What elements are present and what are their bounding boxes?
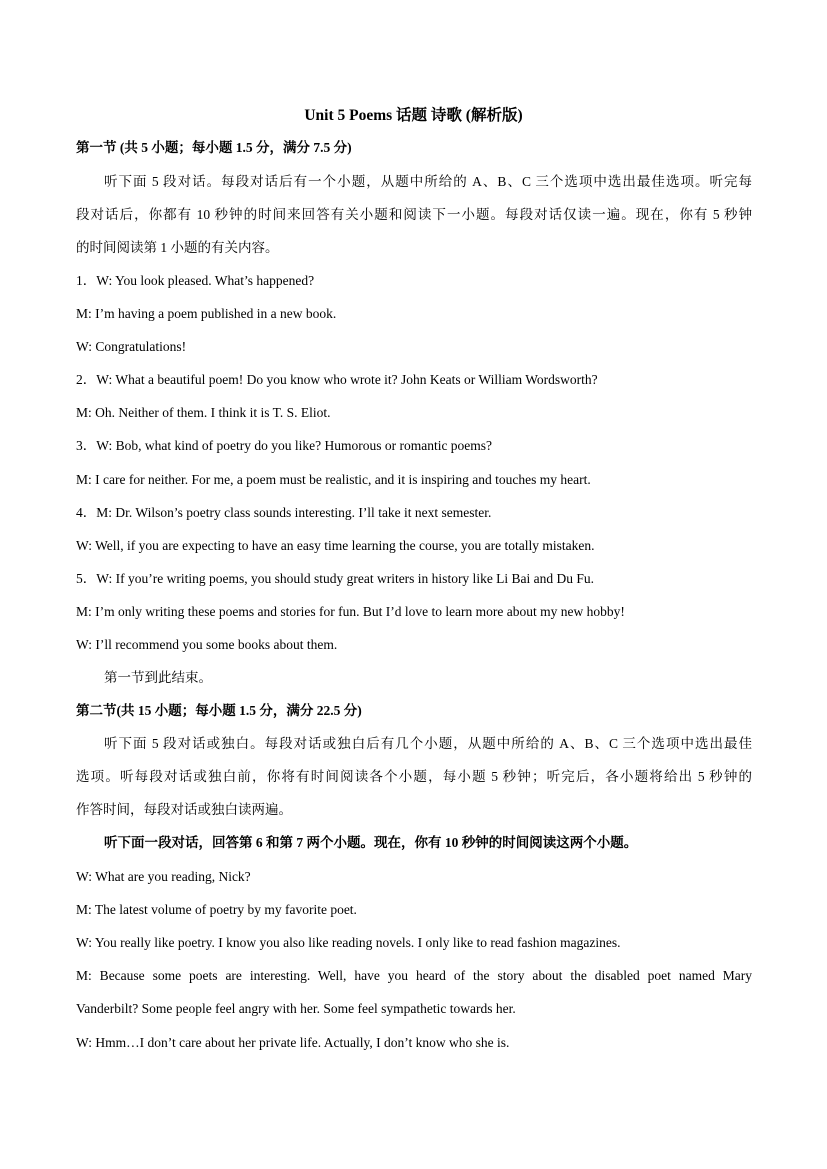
section1-instruction-line: 的时间阅读第 1 小题的有关内容。 [76, 240, 279, 255]
dialogue-line: W: I’ll recommend you some books about them. [76, 637, 338, 652]
section1-heading: 第一节 (共 5 小题；每小题 1.5 分，满分 7.5 分) [76, 140, 352, 155]
dialogue-line: Vanderbilt? Some people feel angry with her. Some feel sympathetic towards her. [76, 1001, 516, 1016]
dialogue-line: W: Well, if you are expecting to have an easy time learning the course, you are totally mistaken. [76, 538, 595, 553]
document-title: Unit 5 Poems 话题 诗歌 (解析版) [304, 107, 523, 124]
dialogue-line: M: Because some poets are interesting. Well, have you heard of the story about the disabled poet named Mary [76, 968, 752, 983]
dialogue-line: W: Congratulations! [76, 339, 187, 354]
dialogue-line: W: You really like poetry. I know you also like reading novels. I only like to read fashion magazines. [76, 935, 621, 950]
dialogue-line: 3．W: Bob, what kind of poetry do you like? Humorous or romantic poems? [76, 438, 493, 453]
section2-instruction-line: 选项。听每段对话或独白前，你将有时间阅读各个小题，每小题 5 秒钟；听完后，各小题将给出 5 秒钟的 [76, 769, 752, 784]
dialogue-line: W: Hmm…I don’t care about her private life. Actually, I don’t know who she is. [76, 1035, 510, 1050]
dialogue-line: W: What are you reading, Nick? [76, 869, 251, 884]
section2-prompt: 听下面一段对话，回答第 6 和第 7 两个小题。现在，你有 10 秒钟的时间阅读这两个小题。 [104, 835, 638, 850]
section2-heading: 第二节(共 15 小题；每小题 1.5 分，满分 22.5 分) [76, 703, 362, 718]
dialogue-line: M: I’m only writing these poems and stories for fun. But I’d love to learn more about my new hobby! [76, 604, 625, 619]
dialogue-line: 2．W: What a beautiful poem! Do you know who wrote it? John Keats or William Wordsworth? [76, 372, 598, 387]
dialogue-line: M: The latest volume of poetry by my favorite poet. [76, 902, 357, 917]
dialogue-line: 1．W: You look pleased. What’s happened? [76, 273, 315, 288]
section1-instruction-line: 听下面 5 段对话。每段对话后有一个小题，从题中所给的 A、B、C 三个选项中选出最佳选项。听完每 [104, 174, 752, 189]
dialogue-line: M: I care for neither. For me, a poem must be realistic, and it is inspiring and touches my heart. [76, 472, 591, 487]
section2-instruction-line: 听下面 5 段对话或独白。每段对话或独白后有几个小题，从题中所给的 A、B、C 三个选项中选出最佳 [104, 736, 752, 751]
dialogue-line: 5．W: If you’re writing poems, you should study great writers in history like Li Bai and Du Fu. [76, 571, 595, 586]
dialogue-line: M: Oh. Neither of them. I think it is T. S. Eliot. [76, 405, 331, 420]
section1-end-note: 第一节到此结束。 [104, 670, 212, 685]
dialogue-line: M: I’m having a poem published in a new book. [76, 306, 337, 321]
section1-instruction-line: 段对话后，你都有 10 秒钟的时间来回答有关小题和阅读下一小题。每段对话仅读一遍。现在，你有 5 秒钟 [76, 207, 752, 222]
section2-instruction-line: 作答时间，每段对话或独白读两遍。 [76, 802, 292, 817]
dialogue-line: 4．M: Dr. Wilson’s poetry class sounds interesting. I’ll take it next semester. [76, 505, 492, 520]
